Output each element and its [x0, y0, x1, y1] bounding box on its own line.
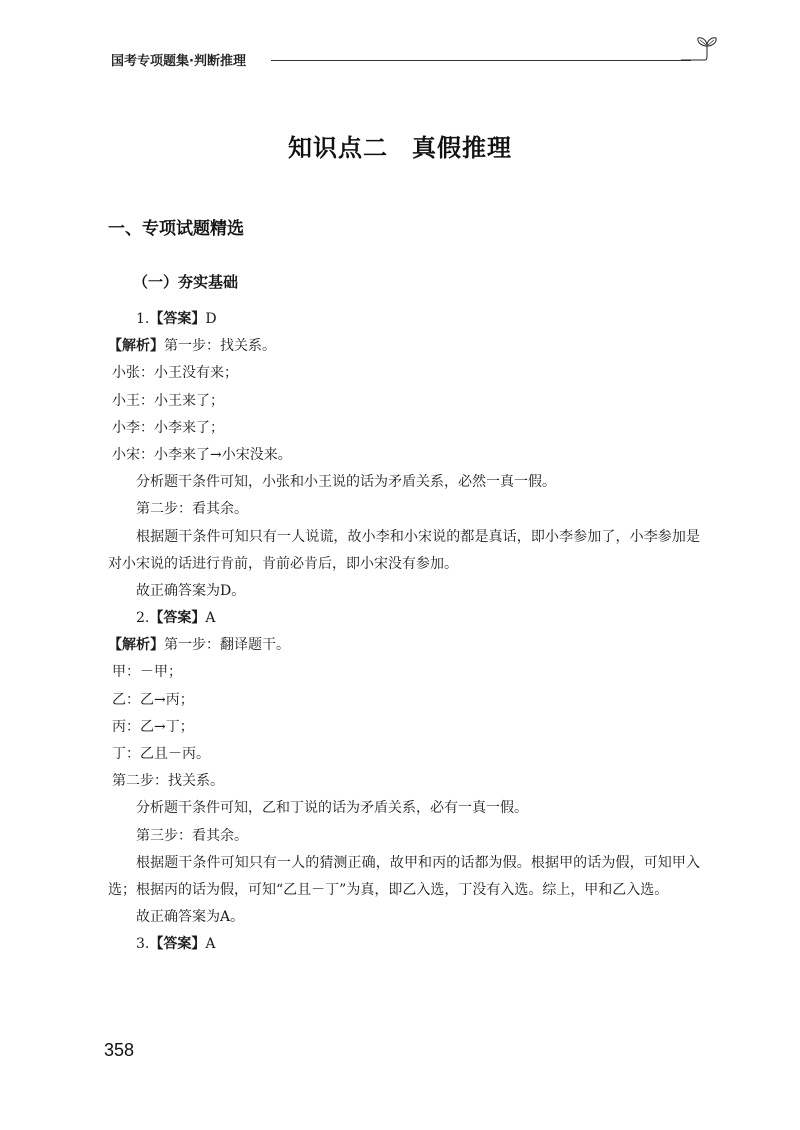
- sprout-icon: [681, 32, 721, 62]
- conclusion-line: 故正确答案为A。: [136, 909, 245, 926]
- step-heading: 第三步：看其余。: [136, 827, 248, 844]
- statement-line: 小宋：小李来了→小宋没来。: [112, 446, 292, 463]
- analysis-paragraph: 根据题干条件可知只有一人说谎，故小李和小宋说的都是真话，即小李参加了，小李参加是对小宋说的话进行肯前，肯前必肯后，即小宋没有参加。: [108, 528, 700, 572]
- answer-line-q1: 1.【答案】D: [136, 311, 217, 327]
- answer-label: 【答案】: [149, 610, 206, 627]
- conclusion-line: 故正确答案为D。: [136, 582, 246, 599]
- analysis-line-q1: 【解析】第一步：找关系。: [108, 338, 276, 355]
- answer-line-q3: 3.【答案】A: [136, 936, 216, 953]
- statement-line: 丁：乙且－丙。: [112, 746, 210, 763]
- answer-value: D: [205, 311, 217, 327]
- document-body: [108, 306, 700, 959]
- answer-label: 【答案】: [149, 311, 206, 327]
- analysis-paragraph: 根据题干条件可知只有一人的猜测正确，故甲和丙的话都为假。根据甲的话为假，可知甲入选；根据丙的话为假，可知“乙且－丁”为真，即乙入选，丁没有入选。综上，甲和乙入选。: [108, 854, 700, 898]
- chapter-title: [0, 128, 800, 163]
- statement-line: 甲：－甲；: [112, 664, 182, 681]
- statement-line: 小李：小李来了；: [112, 419, 224, 436]
- analysis-line-q2: 【解析】第一步：翻译题干。: [108, 637, 290, 654]
- header-rule: [271, 60, 691, 61]
- statement-line: 小张：小王没有来；: [112, 365, 238, 382]
- statement-line: 乙：乙→丙；: [112, 691, 194, 708]
- analysis-label: 【解析】: [108, 637, 164, 654]
- answer-value: A: [205, 610, 216, 627]
- section-heading: 一、专项试题精选: [108, 219, 244, 239]
- chapter-name: 真假推理: [412, 134, 512, 162]
- chapter-number: 知识点二: [288, 134, 388, 162]
- analysis-label: 【解析】: [108, 338, 164, 355]
- running-header-title: 国考专项题集·判断推理: [111, 54, 246, 69]
- statement-line: 小王：小王来了；: [112, 392, 224, 409]
- running-header: [111, 40, 701, 70]
- answer-line-q2: 2.【答案】A: [136, 610, 216, 627]
- step-heading: 第二步：看其余。: [136, 501, 248, 518]
- page-number: 358: [104, 1040, 135, 1060]
- statement-line: 丙：乙→丁；: [112, 718, 194, 735]
- analysis-text: 分析题干条件可知，乙和丁说的话为矛盾关系，必有一真一假。: [136, 800, 528, 817]
- answer-label: 【答案】: [149, 936, 206, 953]
- step-heading: 第二步：找关系。: [112, 773, 224, 790]
- answer-value: A: [205, 936, 216, 953]
- analysis-text: 分析题干条件可知，小张和小王说的话为矛盾关系，必然一真一假。: [136, 474, 556, 491]
- subsection-heading: （一）夯实基础: [133, 273, 239, 291]
